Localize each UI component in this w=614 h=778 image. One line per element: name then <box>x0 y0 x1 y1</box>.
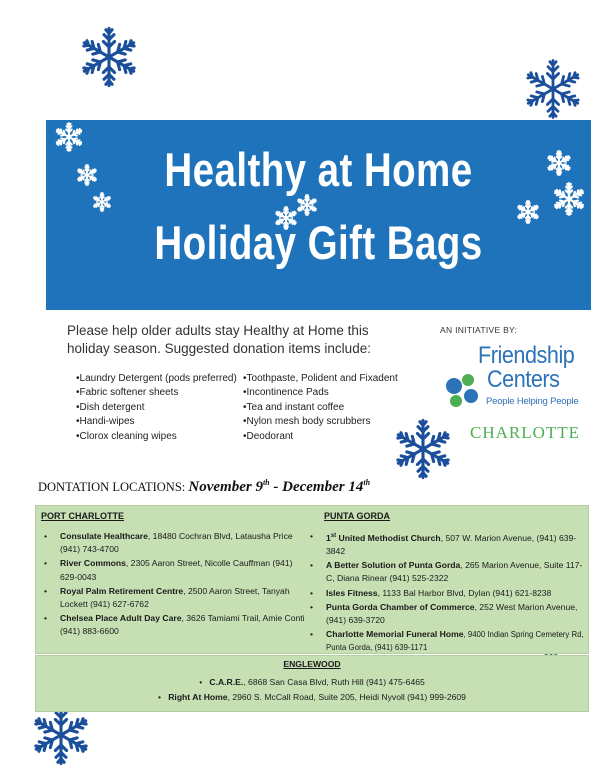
port-charlotte-list <box>38 530 310 640</box>
snowflake-icon <box>78 26 140 88</box>
list-item: • Dish detergent <box>76 401 237 415</box>
banner-title-line2: Holiday Gift Bags <box>154 216 483 269</box>
banner-title-line1: Healthy at Home <box>164 143 473 196</box>
date-range: November 9th - December 14th <box>188 478 371 495</box>
list-item: • Nylon mesh body scrubbers <box>243 415 398 429</box>
snowflake-icon <box>392 418 454 480</box>
englewood-box <box>35 655 589 712</box>
list-item: • Fabric softener sheets <box>76 386 237 400</box>
logo-friendship: Friendship <box>478 342 575 369</box>
list-item: • River Commons, 2305 Aaron Street, Nicolle Cauffman (941) 629-0043 <box>38 557 310 583</box>
initiative-label: AN INITIATIVE BY: <box>440 325 518 335</box>
list-item: • Punta Gorda Chamber of Commerce, 252 West Marion Avenue, (941) 639-3720 <box>304 601 586 627</box>
list-item: • Deodorant <box>243 430 398 444</box>
title-banner <box>46 120 591 310</box>
list-item: • Handi-wipes <box>76 415 237 429</box>
list-item: • Laundry Detergent (pods preferred) <box>76 372 237 386</box>
list-item: • Right At Home, 2960 S. McCall Road, Suite 205, Heidi Nyvoll (941) 999-2609 <box>158 692 466 702</box>
list-item: • Toothpaste, Polident and Fixadent <box>243 372 398 386</box>
snowflake-icon <box>522 58 584 120</box>
list-item: • Royal Palm Retirement Centre, 2500 Aaron Street, Tanyah Lockett (941) 627-6762 <box>38 585 310 611</box>
donation-items-right <box>243 372 398 444</box>
friendship-centers-logo-icon <box>438 366 486 414</box>
snowflake-icon <box>30 704 92 766</box>
snowflake-icon <box>54 122 84 152</box>
locations-label: DONTATION LOCATIONS: <box>38 480 186 494</box>
list-item: • Charlotte Memorial Funeral Home, 9400 Indian Spring Cemetery Rd, Punta Gorda, (941) 639-1171 <box>304 628 586 654</box>
donation-locations-heading <box>38 478 370 496</box>
logo-centers: Centers <box>487 366 560 393</box>
englewood-heading: ENGLEWOOD <box>283 659 341 669</box>
punta-gorda-heading: PUNTA GORDA <box>324 511 390 521</box>
list-item: • Consulate Healthcare, 18480 Cochran Blvd, Latausha Price (941) 743-4700 <box>38 530 310 556</box>
port-charlotte-heading: PORT CHARLOTTE <box>41 511 124 521</box>
list-item: • Tea and instant coffee <box>243 401 398 415</box>
donation-items-left <box>76 372 237 444</box>
list-item: • 1st United Methodist Church, 507 W. Marion Avenue, (941) 639-3842 <box>304 530 586 558</box>
list-item: • A Better Solution of Punta Gorda, 265 Marion Avenue, Suite 117-C, Diana Rinear (941) 525-2322 <box>304 559 586 585</box>
list-item: • Chelsea Place Adult Day Care, 3626 Tamiami Trail, Amie Conti (941) 883-6600 <box>38 612 310 638</box>
snowflake-icon <box>552 182 586 216</box>
snowflake-icon <box>546 150 572 176</box>
logo-tagline: People Helping People <box>486 396 579 407</box>
intro-text: Please help older adults stay Healthy at Home this holiday season. Suggested donation items include: <box>67 323 371 356</box>
list-item: • C.A.R.E., 6868 San Casa Blvd, Ruth Hill (941) 475-6465 <box>199 677 425 687</box>
list-item: • Incontinence Pads <box>243 386 398 400</box>
snowflake-icon <box>296 194 318 216</box>
locations-box <box>35 505 589 654</box>
list-item: • Isles Fitness, 1133 Bal Harbor Blvd, Dylan (941) 621-8238 <box>304 587 586 600</box>
punta-gorda-list <box>304 530 586 656</box>
logo-city: CHARLOTTE <box>470 423 581 442</box>
list-item: • Clorox cleaning wipes <box>76 430 237 444</box>
